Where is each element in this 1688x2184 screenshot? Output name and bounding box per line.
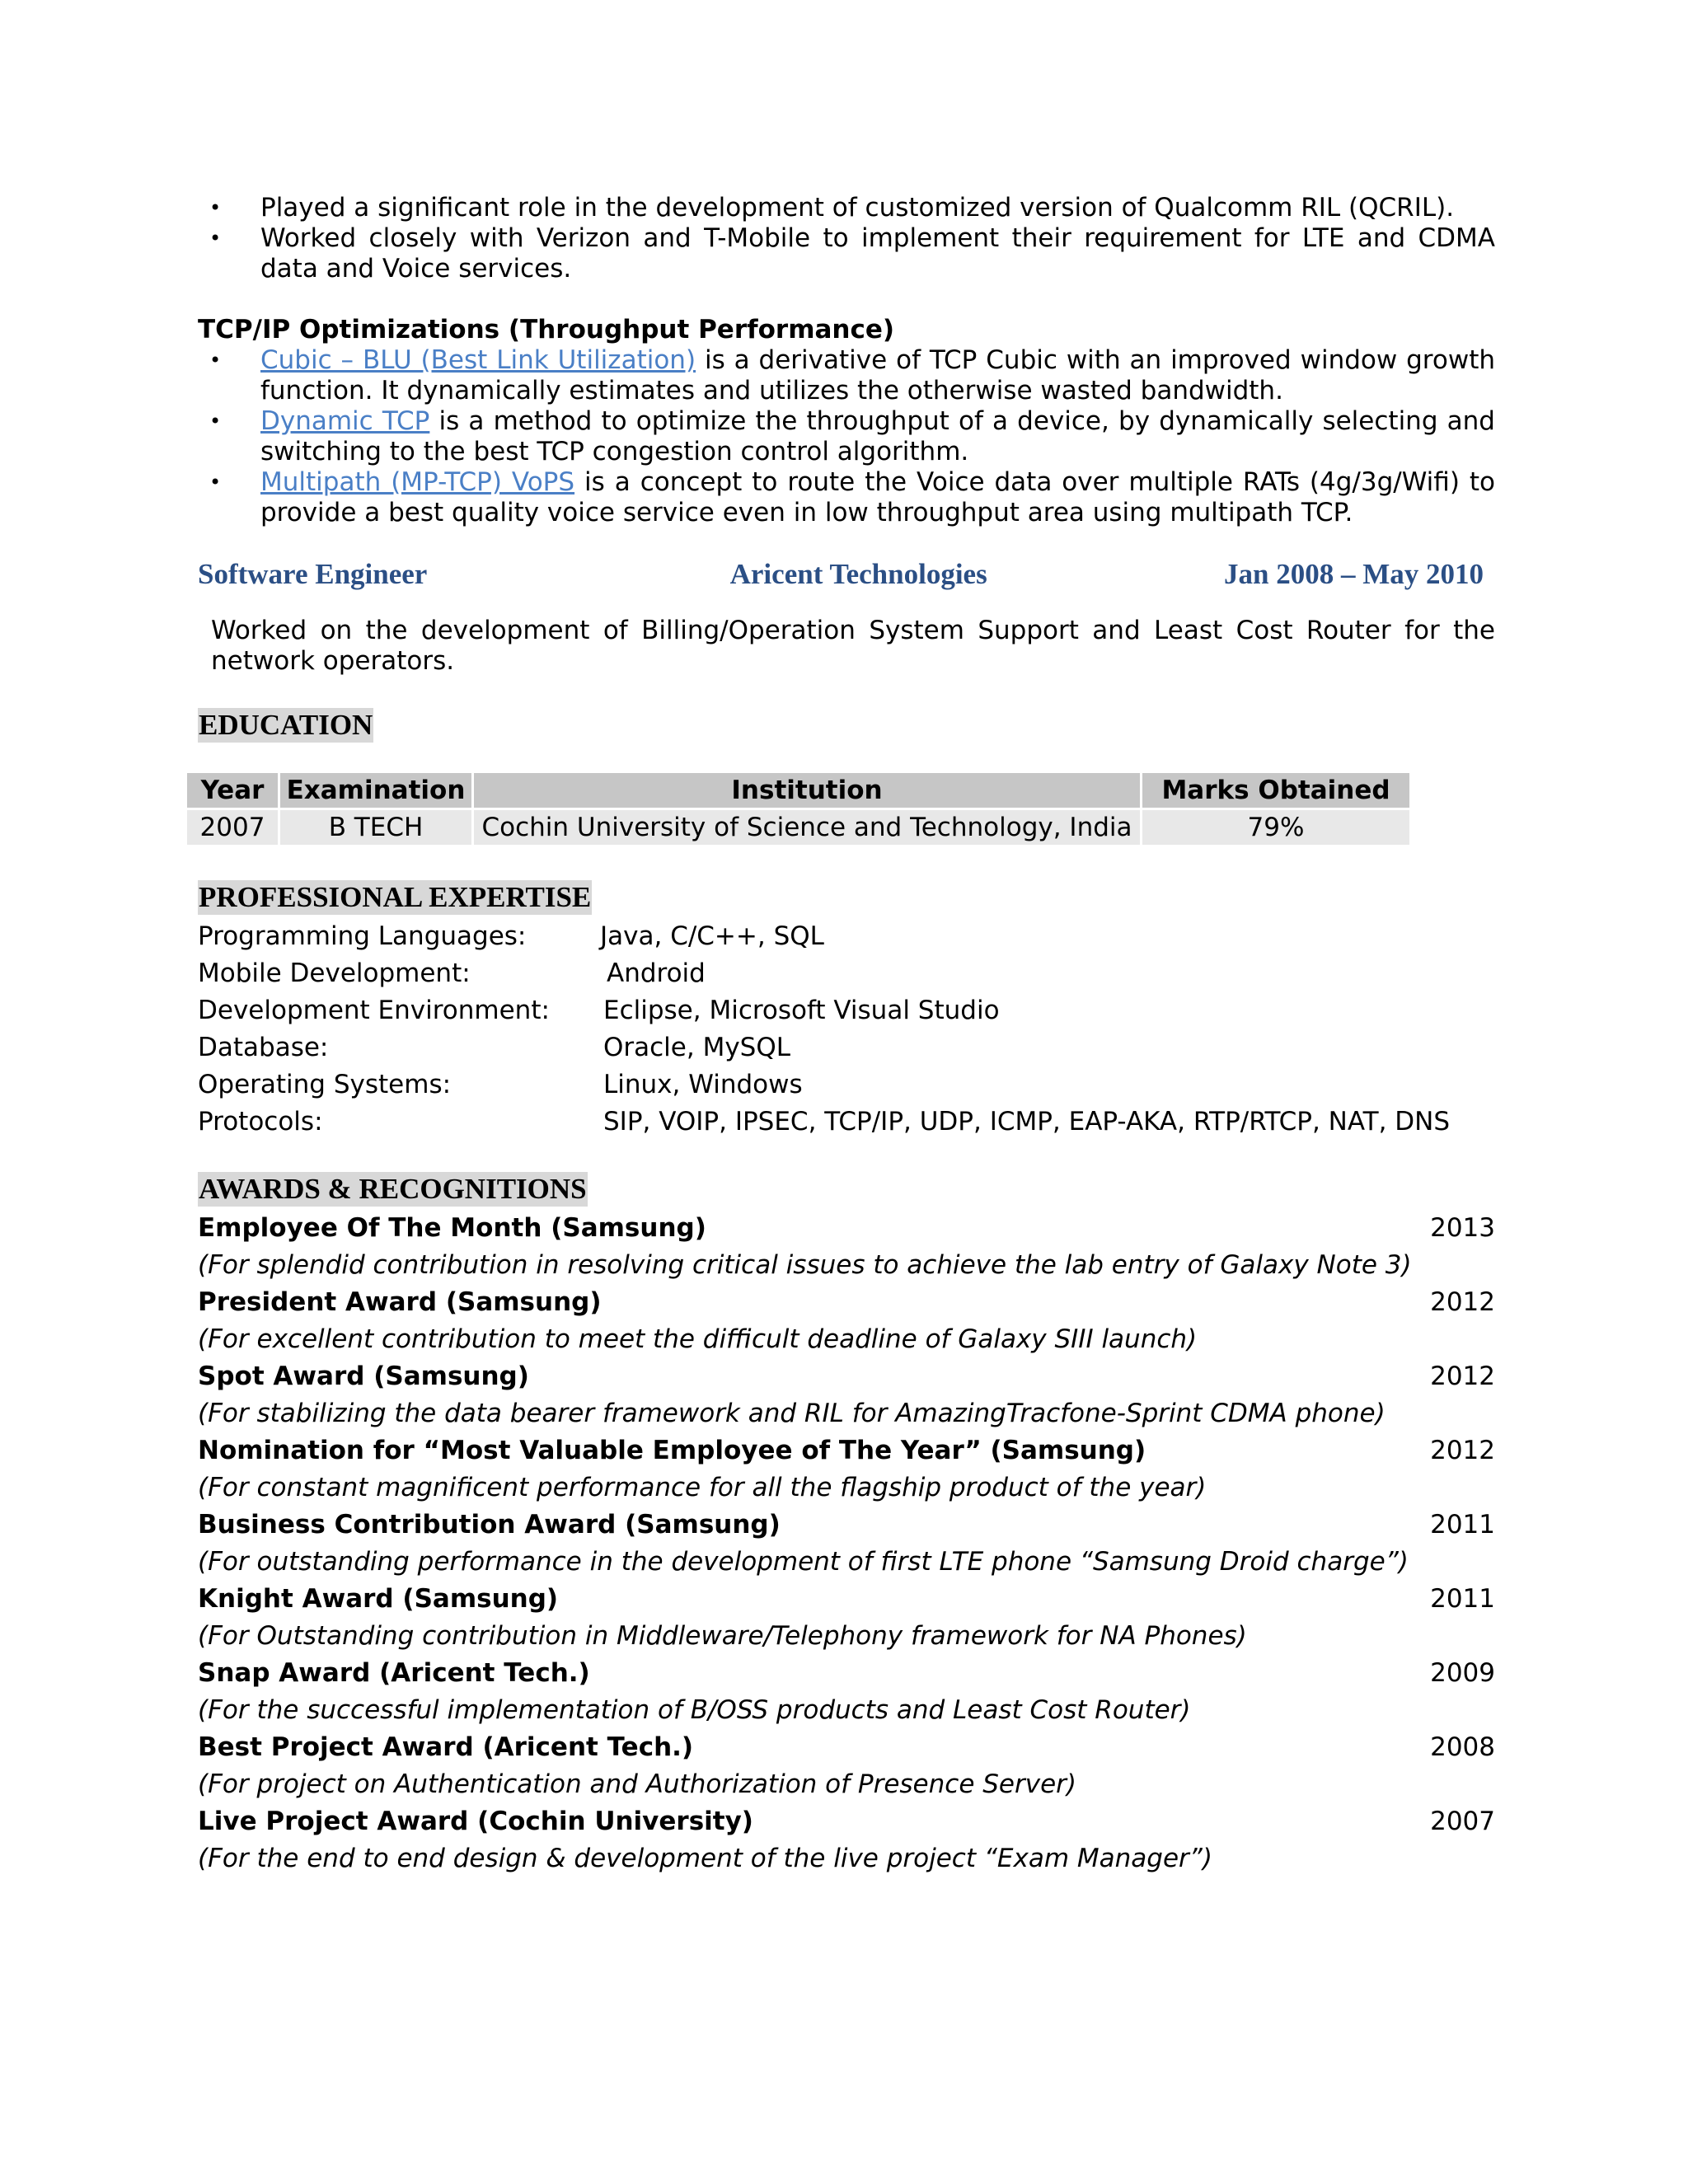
award-year: 2013	[1430, 1213, 1495, 1243]
cell-institution: Cochin University of Science and Technology, India	[474, 810, 1140, 845]
list-item	[198, 1284, 1495, 1358]
award-name: President Award (Samsung)	[198, 1287, 602, 1317]
award-year: 2012	[1430, 1287, 1495, 1317]
award-note: (For outstanding performance in the development of first LTE phone “Samsung Droid charge”)	[198, 1547, 1409, 1577]
col-examination: Examination	[280, 773, 471, 808]
award-year: 2008	[1430, 1732, 1495, 1762]
tcp-bullet-list	[198, 345, 1495, 528]
expertise-list	[198, 918, 1495, 1141]
award-note: (For the end to end design & development of the live project “Exam Manager”)	[198, 1844, 1212, 1873]
award-note: (For constant magnificent performance for all the flagship product of the year)	[198, 1473, 1207, 1502]
award-year: 2012	[1430, 1436, 1495, 1465]
job-title: Software Engineer	[198, 558, 428, 590]
table-header-row	[187, 773, 1409, 808]
table-row	[187, 810, 1409, 845]
awards-list	[198, 1210, 1495, 1877]
cell-year: 2007	[187, 810, 278, 845]
list-item: Protocols: SIP, VOIP, IPSEC, TCP/IP, UDP, ICMP, EAP-AKA, RTP/RTCP, NAT, DNS	[198, 1107, 1451, 1137]
award-name: Knight Award (Samsung)	[198, 1584, 559, 1614]
list-item	[198, 1507, 1495, 1581]
bullet-icon: •	[209, 227, 222, 250]
award-year: 2007	[1430, 1807, 1495, 1836]
list-item: • Played a significant role in the development of customized version of Qualcomm RIL (QCRIL).	[209, 193, 1455, 223]
col-marks: Marks Obtained	[1142, 773, 1409, 808]
award-name: Business Contribution Award (Samsung)	[198, 1510, 781, 1540]
list-item: Database: Oracle, MySQL	[198, 1033, 791, 1062]
resume-content	[198, 193, 1495, 1877]
list-item: • Multipath (MP-TCP) VoPS is a concept to route the Voice data over multiple RATs (4g/3g/Wifi) to provide a best quality voice service even in low throughput area using multipath TCP.	[209, 467, 1495, 527]
awards-title: AWARDS & RECOGNITIONS	[199, 1173, 587, 1205]
list-item	[198, 1210, 1495, 1284]
award-note: (For stabilizing the data bearer framework and RIL for AmazingTracfone-Sprint CDMA phone)	[198, 1399, 1386, 1428]
list-item: • Cubic – BLU (Best Link Utilization) is a derivative of TCP Cubic with an improved window growth function. It dynamically estimates and utilizes the otherwise wasted bandwidth.	[209, 345, 1495, 405]
award-note: (For excellent contribution to meet the difficult deadline of Galaxy SIII launch)	[198, 1324, 1198, 1354]
col-year: Year	[187, 773, 278, 808]
bullet-icon: •	[209, 410, 222, 433]
expertise-title: PROFESSIONAL EXPERTISE	[199, 881, 592, 913]
expertise-section	[198, 880, 1495, 915]
education-section	[198, 708, 1495, 743]
award-note: (For project on Authentication and Authorization of Presence Server)	[198, 1769, 1077, 1799]
award-year: 2011	[1430, 1510, 1495, 1540]
list-item	[198, 1803, 1495, 1877]
job-company: Aricent Technologies	[729, 558, 987, 590]
list-item: • Worked closely with Verizon and T-Mobile to implement their requirement for LTE and CDMA data and Voice services.	[209, 223, 1495, 284]
award-name: Employee Of The Month (Samsung)	[198, 1213, 706, 1243]
list-item	[198, 1358, 1495, 1432]
tcp-heading: TCP/IP Optimizations (Throughput Performance)	[198, 315, 895, 344]
cubic-blu-link[interactable]: Cubic – BLU (Best Link Utilization)	[260, 345, 696, 375]
award-note: (For Outstanding contribution in Middleware/Telephony framework for NA Phones)	[198, 1621, 1247, 1651]
award-name: Snap Award (Aricent Tech.)	[198, 1658, 590, 1688]
job-header	[198, 556, 1495, 593]
award-year: 2011	[1430, 1584, 1495, 1614]
education-title: EDUCATION	[199, 709, 373, 741]
award-name: Best Project Award (Aricent Tech.)	[198, 1732, 694, 1762]
list-item: • Dynamic TCP is a method to optimize the throughput of a device, by dynamically selecting and switching to the best TCP congestion control algorithm.	[209, 406, 1495, 466]
job-description: Worked on the development of Billing/Operation System Support and Least Cost Router for the network operators.	[211, 616, 1495, 676]
list-item	[198, 1581, 1495, 1655]
multipath-vops-link[interactable]: Multipath (MP-TCP) VoPS	[260, 467, 575, 497]
award-year: 2012	[1430, 1361, 1495, 1391]
list-item	[198, 1655, 1495, 1729]
bullet-icon: •	[209, 471, 222, 494]
list-item	[198, 1432, 1495, 1507]
award-year: 2009	[1430, 1658, 1495, 1688]
list-item: Programming Languages: Java, C/C++, SQL	[198, 921, 824, 951]
cell-examination: B TECH	[280, 810, 471, 845]
dynamic-tcp-link[interactable]: Dynamic TCP	[260, 406, 430, 436]
list-item: Development Environment: Eclipse, Microsoft Visual Studio	[198, 996, 1000, 1025]
cell-marks: 79%	[1142, 810, 1409, 845]
award-note: (For splendid contribution in resolving critical issues to achieve the lab entry of Galaxy Note 3)	[198, 1250, 1412, 1280]
intro-bullet-list	[198, 193, 1495, 284]
list-item	[198, 1729, 1495, 1803]
bullet-icon: •	[209, 196, 222, 219]
education-table	[185, 771, 1412, 847]
bullet-icon: •	[209, 349, 222, 372]
award-name: Live Project Award (Cochin University)	[198, 1807, 753, 1836]
award-name: Nomination for “Most Valuable Employee of The Year” (Samsung)	[198, 1436, 1146, 1465]
job-dates: Jan 2008 – May 2010	[1223, 558, 1484, 590]
award-name: Spot Award (Samsung)	[198, 1361, 529, 1391]
awards-section	[198, 1172, 1495, 1207]
award-note: (For the successful implementation of B/OSS products and Least Cost Router)	[198, 1695, 1191, 1725]
list-item: Operating Systems: Linux, Windows	[198, 1070, 803, 1099]
list-item: Mobile Development: Android	[198, 958, 706, 988]
col-institution: Institution	[474, 773, 1140, 808]
